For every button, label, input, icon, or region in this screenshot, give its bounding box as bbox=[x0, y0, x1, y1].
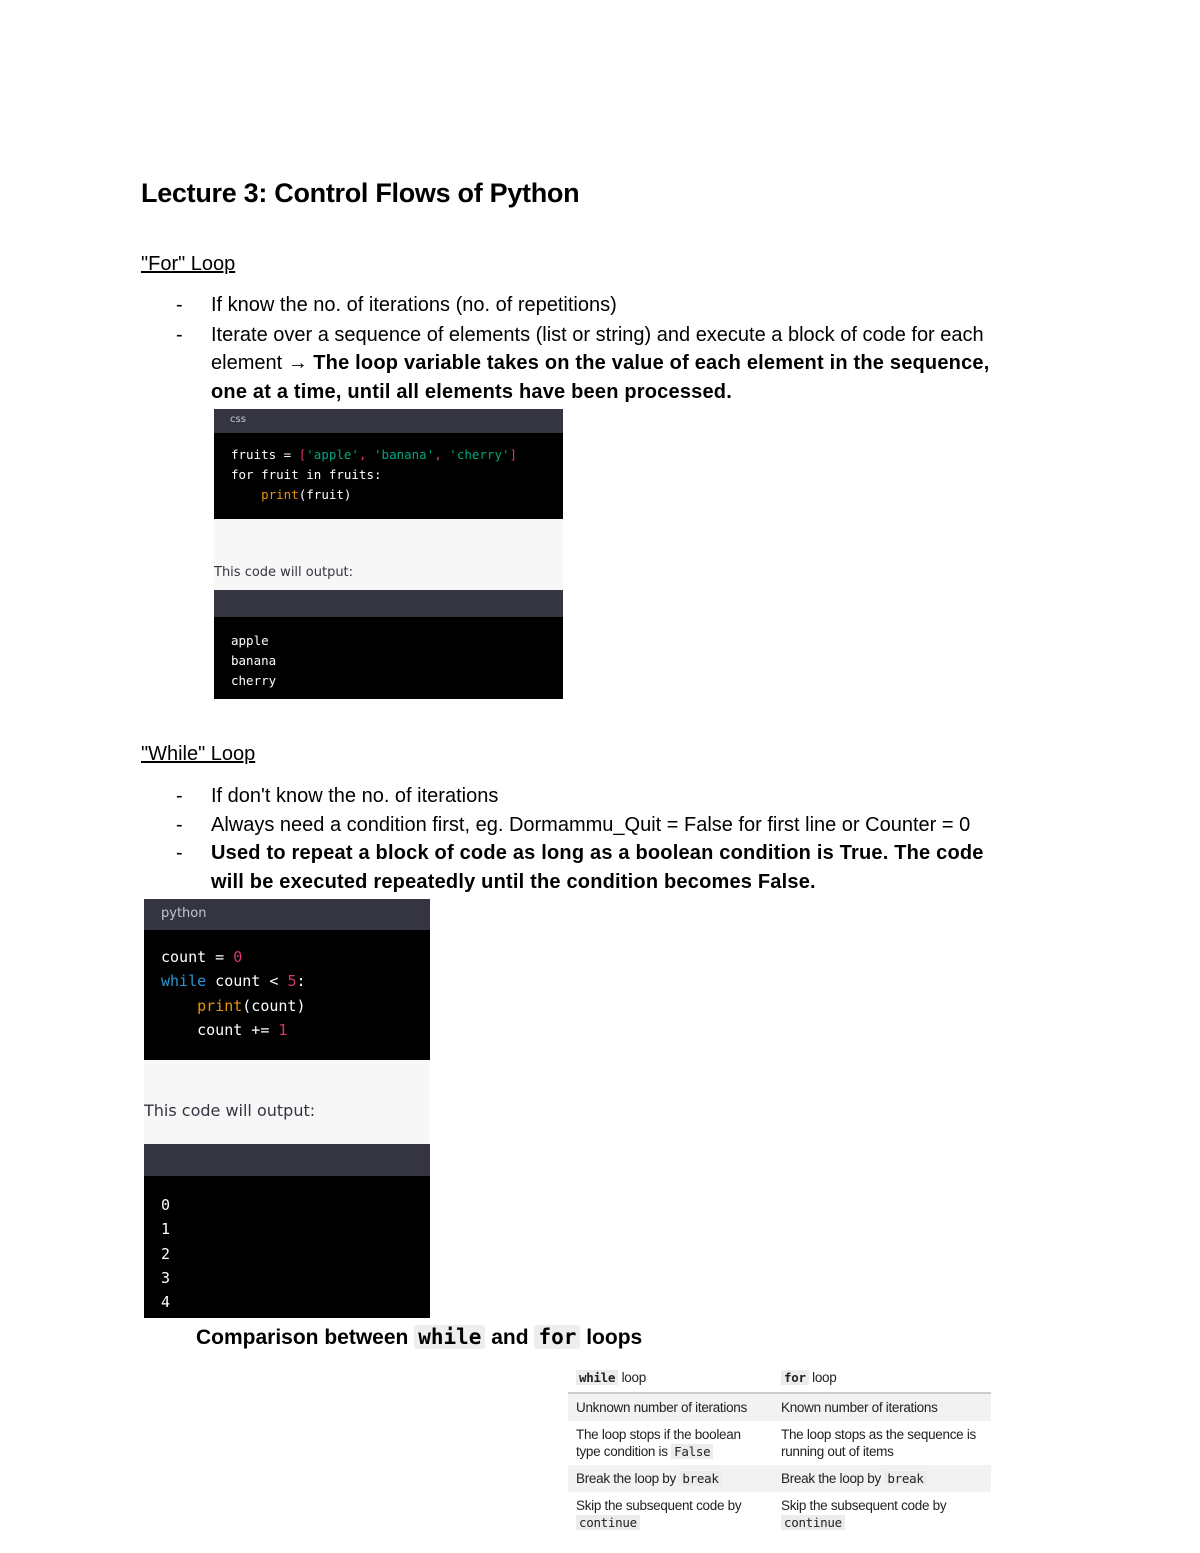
dash-icon: - bbox=[176, 842, 183, 864]
for-loop-heading: "For" Loop bbox=[141, 253, 236, 275]
output-line: 3 bbox=[161, 1268, 171, 1287]
table-row bbox=[568, 1465, 991, 1492]
table-cell bbox=[773, 1465, 991, 1492]
code-token: [ bbox=[298, 447, 307, 462]
list-item bbox=[141, 811, 1101, 840]
column-header-for bbox=[773, 1365, 991, 1393]
output-line: apple bbox=[231, 633, 269, 648]
comparison-title-text: Comparison between bbox=[196, 1326, 415, 1349]
for-loop-bullets bbox=[141, 291, 1101, 406]
bullet-bold-text: Used to repeat a block of code as long as a boolean condition is True. The code bbox=[211, 842, 984, 864]
code-keyword: while bbox=[161, 972, 207, 991]
keyword-chip: for bbox=[781, 1370, 809, 1385]
comparison-title-text: and bbox=[485, 1326, 535, 1349]
bullet-text: Iterate over a sequence of elements (list or string) and execute a block of code for each bbox=[211, 323, 984, 346]
cell-text: Skip the subsequent code by bbox=[781, 1498, 947, 1513]
bullet-bold-text: will be executed repeatedly until the condition becomes False. bbox=[211, 870, 816, 893]
output-line: 4 bbox=[161, 1293, 171, 1312]
code-token: count += bbox=[197, 1020, 279, 1039]
dash-icon: - bbox=[176, 813, 183, 836]
code-number: 5 bbox=[287, 972, 297, 991]
table-cell: Unknown number of iterations bbox=[568, 1393, 773, 1421]
comparison-title bbox=[196, 1325, 642, 1350]
list-item bbox=[141, 321, 1101, 407]
code-chip: False bbox=[671, 1444, 713, 1459]
comparison-title-text: loops bbox=[580, 1326, 643, 1349]
bullet-bold-text: one at a time, until all elements have been processed. bbox=[211, 380, 732, 403]
table-cell: The loop stops as the sequence is running out of items bbox=[781, 1427, 976, 1459]
keyword-chip: for bbox=[534, 1325, 580, 1349]
code-number: 0 bbox=[233, 948, 243, 966]
output-line: 0 bbox=[161, 1196, 171, 1214]
header-label: loop bbox=[618, 1370, 646, 1385]
dash-icon: - bbox=[176, 785, 183, 807]
code-lang-label: python bbox=[144, 899, 430, 930]
bullet-text: If know the no. of iterations (no. of repetitions) bbox=[211, 294, 617, 316]
cell-text: Break the loop by bbox=[781, 1471, 885, 1486]
cell-text: Skip the subsequent code by bbox=[576, 1498, 742, 1513]
output-header bbox=[214, 590, 563, 617]
table-header-row bbox=[568, 1365, 991, 1393]
output-line: 1 bbox=[161, 1220, 171, 1239]
code-block bbox=[144, 930, 430, 1060]
output-line: 2 bbox=[161, 1244, 171, 1263]
code-token: count = bbox=[161, 948, 234, 966]
code-chip: continue bbox=[781, 1515, 845, 1530]
code-chip: break bbox=[884, 1471, 926, 1486]
table-cell: Known number of iterations bbox=[773, 1393, 991, 1421]
table-row bbox=[568, 1393, 991, 1421]
code-token: (count) bbox=[242, 996, 306, 1015]
code-block bbox=[214, 433, 563, 519]
code-string: 'cherry' bbox=[449, 447, 510, 462]
list-item bbox=[141, 839, 1101, 896]
code-chip: continue bbox=[576, 1515, 640, 1530]
code-string: 'apple' bbox=[306, 447, 359, 462]
for-code-screenshot bbox=[214, 409, 563, 699]
output-block bbox=[214, 617, 563, 699]
code-lang-label: css bbox=[214, 409, 563, 433]
page-title: Lecture 3: Control Flows of Python bbox=[141, 178, 580, 208]
code-string: 'banana' bbox=[374, 447, 435, 462]
output-block bbox=[144, 1176, 430, 1318]
output-caption: This code will output: bbox=[214, 565, 354, 580]
table-cell bbox=[773, 1492, 991, 1536]
code-token: , bbox=[358, 447, 375, 462]
list-item bbox=[141, 782, 1101, 811]
while-code-screenshot bbox=[144, 899, 430, 1318]
while-loop-heading: "While" Loop bbox=[141, 743, 256, 765]
cell-text: The loop stops if the boolean type condition is bbox=[576, 1427, 741, 1459]
table-cell bbox=[568, 1421, 773, 1465]
output-header bbox=[144, 1144, 430, 1176]
code-token: fruits = bbox=[231, 447, 299, 462]
bullet-text: If don't know the no. of iterations bbox=[211, 785, 499, 807]
bullet-text: element → bbox=[211, 352, 314, 374]
output-line: banana bbox=[231, 653, 277, 668]
table-row bbox=[568, 1492, 991, 1536]
code-token: , bbox=[434, 447, 450, 462]
bullet-text: Always need a condition first, eg. Dormammu_Quit = False for first line or Counter = 0 bbox=[211, 813, 971, 836]
code-token: ] bbox=[509, 447, 518, 462]
while-loop-bullets bbox=[141, 782, 1101, 896]
table-row bbox=[568, 1421, 991, 1465]
code-line: for fruit in fruits: bbox=[231, 467, 382, 482]
code-number: 1 bbox=[278, 1020, 288, 1039]
header-label: loop bbox=[808, 1370, 837, 1385]
list-item bbox=[141, 291, 1101, 320]
output-line: cherry bbox=[231, 673, 277, 688]
dash-icon: - bbox=[176, 294, 183, 316]
code-token: (fruit) bbox=[298, 487, 352, 502]
code-token: count < bbox=[206, 972, 288, 991]
code-function: print bbox=[261, 487, 299, 502]
output-caption: This code will output: bbox=[144, 1101, 316, 1120]
cell-text: Break the loop by bbox=[576, 1471, 680, 1486]
keyword-chip: while bbox=[576, 1370, 618, 1385]
bullet-bold-text: The loop variable takes on the value of each element in the sequence, bbox=[313, 352, 990, 374]
dash-icon: - bbox=[176, 323, 183, 346]
code-chip: break bbox=[679, 1471, 721, 1486]
keyword-chip: while bbox=[414, 1325, 485, 1349]
table-cell bbox=[568, 1492, 773, 1536]
code-token: : bbox=[296, 972, 306, 991]
comparison-table bbox=[568, 1365, 991, 1536]
table-cell bbox=[568, 1465, 773, 1492]
column-header-while bbox=[568, 1365, 773, 1393]
code-function: print bbox=[197, 996, 243, 1015]
